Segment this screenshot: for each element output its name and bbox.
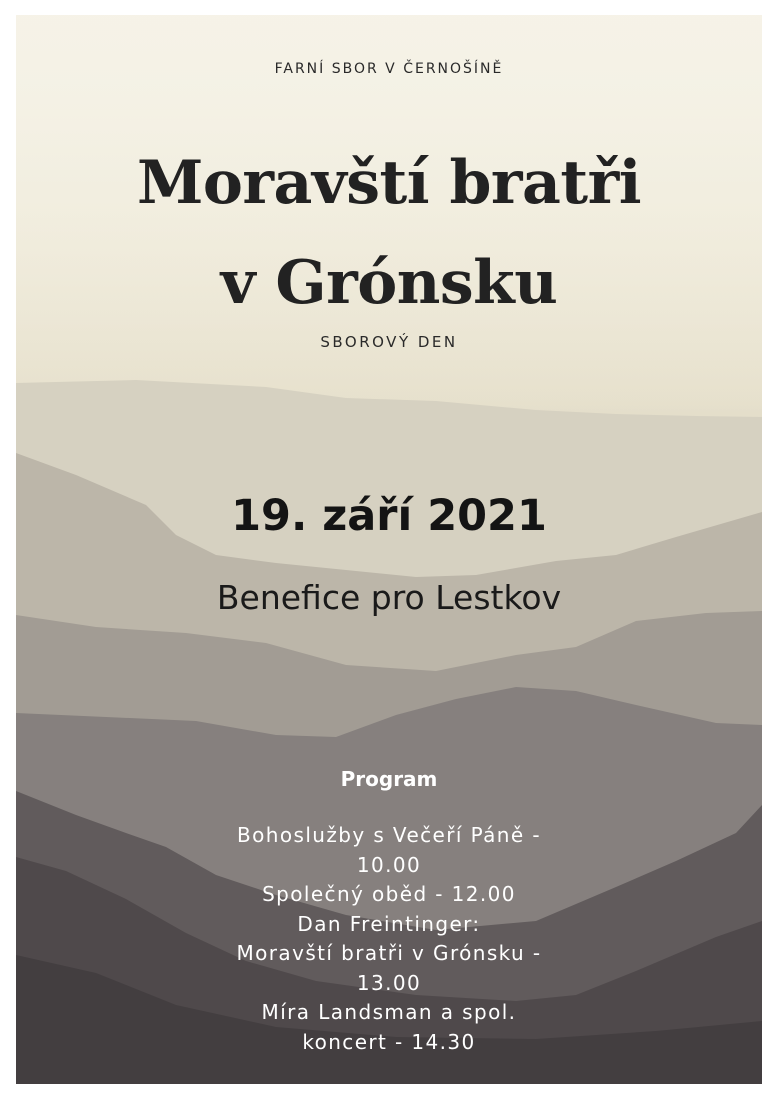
event-date: 19. září 2021 (231, 491, 547, 541)
program-heading: Program (340, 767, 438, 791)
program-line: Společný oběd - 12.00 (262, 882, 516, 906)
poster (16, 15, 762, 1084)
program-line: Míra Landsman a spol. (261, 1000, 517, 1024)
program-line: Moravští bratři v Grónsku - (236, 941, 542, 965)
program-list (16, 821, 762, 1057)
program-line: 10.00 (356, 852, 422, 877)
program-line: Bohoslužby s Večeří Páně - (237, 823, 541, 847)
benefit-label: Benefice pro Lestkov (216, 578, 562, 617)
title-line-2: v Grónsku (220, 248, 558, 318)
program-line: 13.00 (356, 970, 422, 995)
title-line-1: Moravští bratři (136, 148, 642, 218)
program-line: Dan Freintinger: (297, 911, 481, 936)
program-line: koncert - 14.30 (302, 1029, 476, 1054)
organizer-label: FARNÍ SBOR V ČERNOŠÍNĚ (274, 61, 504, 77)
event-type-label: SBOROVÝ DEN (320, 333, 458, 351)
